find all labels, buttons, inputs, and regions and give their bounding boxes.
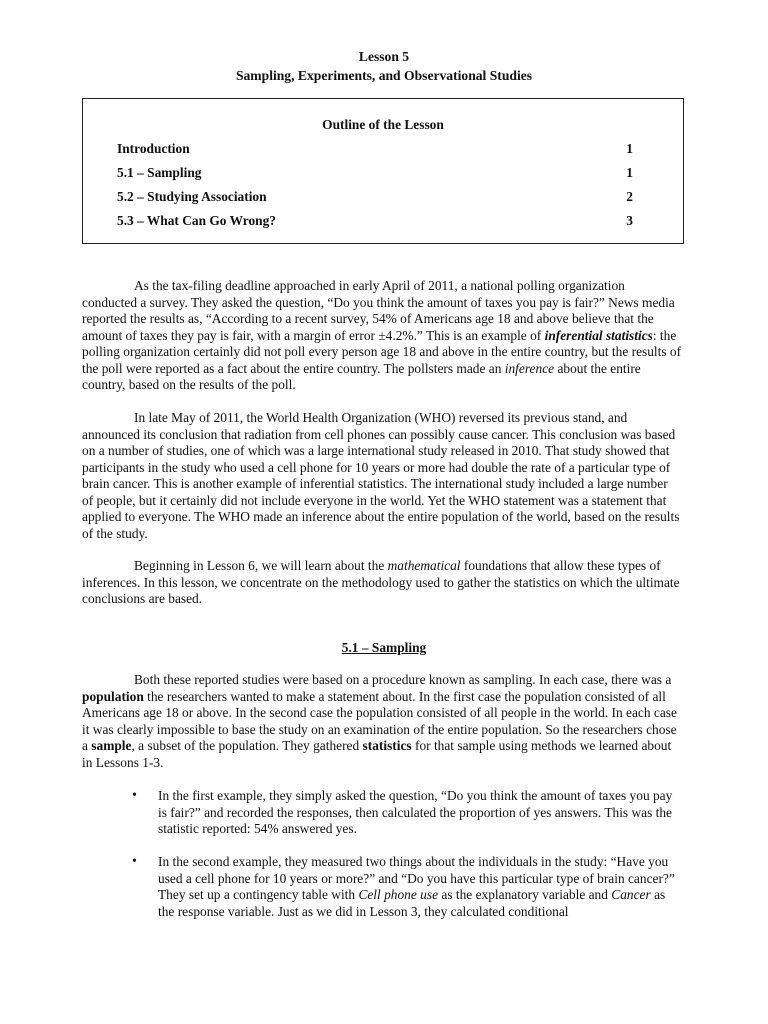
sampling-paragraph: Both these reported studies were based on a procedure known as sampling. In each case, there was a population the researchers wanted to make a statement about. In the first case the population consisted of all Americans age 18 or above. In the second case the population consisted of all people in the world. In each case it was clearly impossible to base the study on an examination of the entire population. So the researchers chose a sample, a subset of the population. They gathered statistics for that sample using methods we learned about in Lessons 1-3. xyxy=(82,672,677,770)
outline-page: 3 xyxy=(626,213,633,228)
term-population: population xyxy=(82,688,144,704)
outline-page: 2 xyxy=(626,189,633,204)
lesson-number: Lesson 5 xyxy=(358,49,410,64)
outline-title: Outline of the Lesson xyxy=(322,117,444,132)
outline-page: 1 xyxy=(626,141,633,156)
bullet-glyph: • xyxy=(132,854,137,869)
term-sample: sample xyxy=(91,738,132,753)
outline-label: 5.1 – Sampling xyxy=(117,165,202,180)
intro-paragraph-1: As the tax-filing deadline approached in early April of 2011, a national polling organization conducted a survey. They asked the question, “Do you think the amount of taxes you pay is fair?” News media reported the results as, “According to a recent survey, 54% of Americans age 18 and above believe that the amount of taxes they pay is fair, with a margin of error ±4.2%.” This is an example of inferential statistics: the polling organization certainly did not poll every person age 18 and above in the entire country, but the results of the poll were reported as a fact about the entire country. The pollsters made an inference about the entire country, based on the results of the poll. xyxy=(82,278,682,392)
intro-paragraph-3: Beginning in Lesson 6, we will learn about the mathematical foundations that allow these types of inferences. In this lesson, we concentrate on the methodology used to gather the statistics on which the ultimate conclusions are based. xyxy=(82,558,680,606)
outline-row xyxy=(117,141,633,158)
outline-row xyxy=(117,165,633,182)
document-page: Lesson 5 Sampling, Experiments, and Observational Studies Outline of the Lesson Introduction 1 5.1 – Sampling 1 5.2 – Studying Association 2 5.3 – What Can Go Wrong? 3 As the tax-filing deadline approached in early April of 2011, a national polling organization conducted a survey. They asked the question, “Do you think the amount of taxes you pay is fair?” News media reported the results as, “According to a recent survey, 54% of Americans age 18 and above believe that the amount of taxes they pay is fair, with a margin of error ±4.2%.” This is an example of inferential statistics: the polling organization certainly did not poll every person age 18 and above in the entire country, but the results of the poll were reported as a fact about the entire country. The pollsters made an inference about the entire country, based on the results of the poll. In late May of 2011, the World Health Organization (WHO) reversed its previous stand, and announced its conclusion that radiation from cell phones can possibly cause cancer. This conclusion was based on a number of studies, one of which was a large international study released in 2010. That study showed that participants in the study who used a cell phone for 10 years or more had double the rate of a particular type of brain cancer. This is another example of inferential statistics. The international study included a large number of people, but it certainly did not include everyone in the world. Yet the WHO statement was a statement that applied to everyone. The WHO made an inference about the entire population of the world, based on the results of the study. Beginning in Lesson 6, we will learn about the mathematical foundations that allow these types of inferences. In this lesson, we concentrate on the methodology used to gather the statistics on which the ultimate conclusions are based. 5.1 – Sampling Both these reported studies were based on a procedure known as sampling. In each case, there was a population the researchers wanted to make a statement about. In the first case the population consisted of all Americans age 18 or above. In the second case the population consisted of all people in the world. In each case it was clearly impossible to base the study on an examination of the entire population. So the researchers chose a sample, a subset of the population. They gathered statistics for that sample using methods we learned about in Lessons 1-3. • In the first example, they simply asked the question, “Do you think the amount of taxes you pay is fair?” and recorded the responses, then calculated the proportion of yes answers. This was the statistic reported: 54% answered yes. • In the second example, they measured two things about the individuals in the study: “Have you used a cell phone for 10 years or more?” and “Do you have this particular type of brain cancer?” They set up a contingency table with Cell phone use as the explanatory variable and Cancer as the response variable. Just as we did in Lesson 3, they calculated conditional xyxy=(0,0,768,1024)
outline-label: Introduction xyxy=(117,141,190,156)
lesson-header xyxy=(0,47,768,85)
outline-row xyxy=(117,213,633,230)
intro-paragraph-2: In late May of 2011, the World Health Organization (WHO) reversed its previous stand, and announced its conclusion that radiation from cell phones can possibly cause cancer. This conclusion was based on a number of studies, one of which was a large international study released in 2010. That study showed that participants in the study who used a cell phone for 10 years or more had double the rate of a particular type of brain cancer. This is another example of inferential statistics. The international study included a large number of people, but it certainly did not include everyone in the world. Yet the WHO statement was a statement that applied to everyone. The WHO made an inference about the entire population of the world, based on the results of the study. xyxy=(82,410,680,541)
var-cancer: Cancer xyxy=(611,887,651,902)
term-statistics: statistics xyxy=(362,738,412,753)
outline-box xyxy=(82,98,684,244)
lesson-title: Sampling, Experiments, and Observational Studies xyxy=(235,68,533,83)
section-heading-sampling: 5.1 – Sampling xyxy=(341,640,427,655)
outline-page: 1 xyxy=(626,165,633,180)
outline-label: 5.3 – What Can Go Wrong? xyxy=(117,213,276,228)
var-cell-phone-use: Cell phone use xyxy=(358,887,439,902)
term-inferential-statistics: inferential statistics xyxy=(544,327,653,343)
bullet-glyph: • xyxy=(132,788,137,803)
outline-row xyxy=(117,189,633,206)
outline-label: 5.2 – Studying Association xyxy=(117,189,267,204)
term-inference: inference xyxy=(504,360,555,376)
term-mathematical: mathematical xyxy=(387,558,461,573)
